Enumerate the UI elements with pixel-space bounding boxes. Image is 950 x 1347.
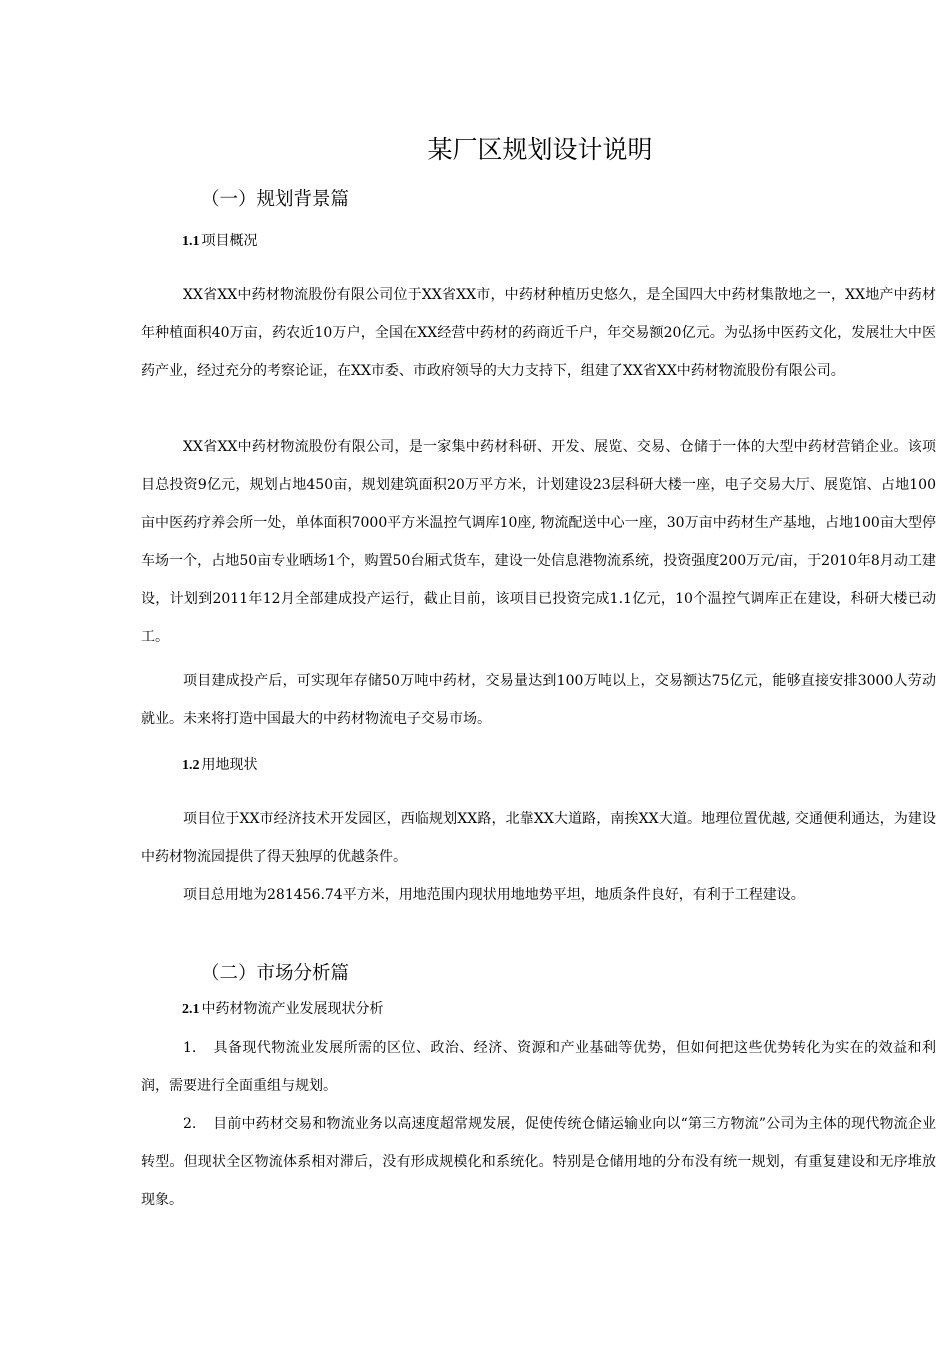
subsection-number: 2.1 (182, 1002, 200, 1017)
subsection-title: 项目概况 (201, 233, 258, 249)
list-item-2 (141, 1105, 936, 1219)
section-heading-market: （二）市场分析篇 (201, 963, 350, 984)
paragraph-company-intro: XX省XX中药材物流股份有限公司位于XX省XX市，中药材种植历史悠久，是全国四大中药材集散地之一，XX地产中药材年种植面积40万亩，药农近10万户，全国在XX经营中药材的药商近千户，年交易额20亿元。为弘扬中医药文化，发展壮大中医药产业，经过充分的考察论证，在XX市委、市政府领导的大力支持下，组建了XX省XX中药材物流股份有限公司。 (141, 287, 936, 379)
paragraph-location: 项目位于XX市经济技术开发园区，西临规划XX路，北靠XX大道路，南挨XX大道。地理位置优越, 交通便利通达，为建设中药材物流园提供了得天独厚的优越条件。 (141, 811, 936, 865)
list-item-number: 1. (183, 1040, 197, 1056)
list-item-1 (141, 1029, 936, 1105)
subsection-number: 1.1 (182, 234, 200, 249)
subsection-title: 用地现状 (201, 757, 258, 773)
list-item-text: 目前中药材交易和物流业务以高速度超常规发展，促使传统仓储运输业向以“第三方物流”公司为主体的现代物流企业转型。但现状全区物流体系相对滞后，没有形成规模化和系统化。特别是仓储用地的分布没有统一规划，有重复建设和无序堆放现象。 (141, 1116, 936, 1208)
list-item-text: 具备现代物流业发展所需的区位、政治、经济、资源和产业基础等优势，但如何把这些优势转化为实在的效益和利润，需要进行全面重组与规划。 (141, 1040, 936, 1094)
subsection-number: 1.2 (182, 758, 200, 773)
subsection-heading-industry-status (182, 999, 384, 1020)
paragraph-land-area: 项目总用地为281456.74平方米，用地范围内现状用地地势平坦，地质条件良好，有利于工程建设。 (183, 887, 805, 903)
subsection-title: 中药材物流产业发展现状分析 (201, 1001, 384, 1017)
subsection-heading-overview (182, 231, 258, 252)
document-title: 某厂区规划设计说明 (427, 135, 653, 164)
paragraph-project-outcome: 项目建成投产后，可实现年存储50万吨中药材，交易量达到100万吨以上，交易额达75亿元，能够直接安排3000人劳动就业。未来将打造中国最大的中药材物流电子交易市场。 (141, 673, 936, 727)
list-item-number: 2. (183, 1116, 197, 1132)
section-heading-background: （一）规划背景篇 (201, 189, 350, 210)
paragraph-project-details: XX省XX中药材物流股份有限公司，是一家集中药材科研、开发、展览、交易、仓储于一体的大型中药材营销企业。该项目总投资9亿元，规划占地450亩，规划建筑面积20万平方米，计划建设23层科研大楼一座，电子交易大厅、展览馆、占地100亩中医药疗养会所一处，单体面积7000平方米温控气调库10座, 物流配送中心一座，30万亩中药材生产基地，占地100亩大型停车场一个，占地50亩专业晒场1个，购置50台厢式货车，建设一处信息港物流系统，投资强度200万元/亩，于2010年8月动工建设，计划到2011年12月全部建成投产运行，截止目前，该项目已投资完成1.1亿元，10个温控气调库正在建设，科研大楼已动工。 (141, 439, 936, 645)
subsection-heading-land-status (182, 755, 258, 776)
